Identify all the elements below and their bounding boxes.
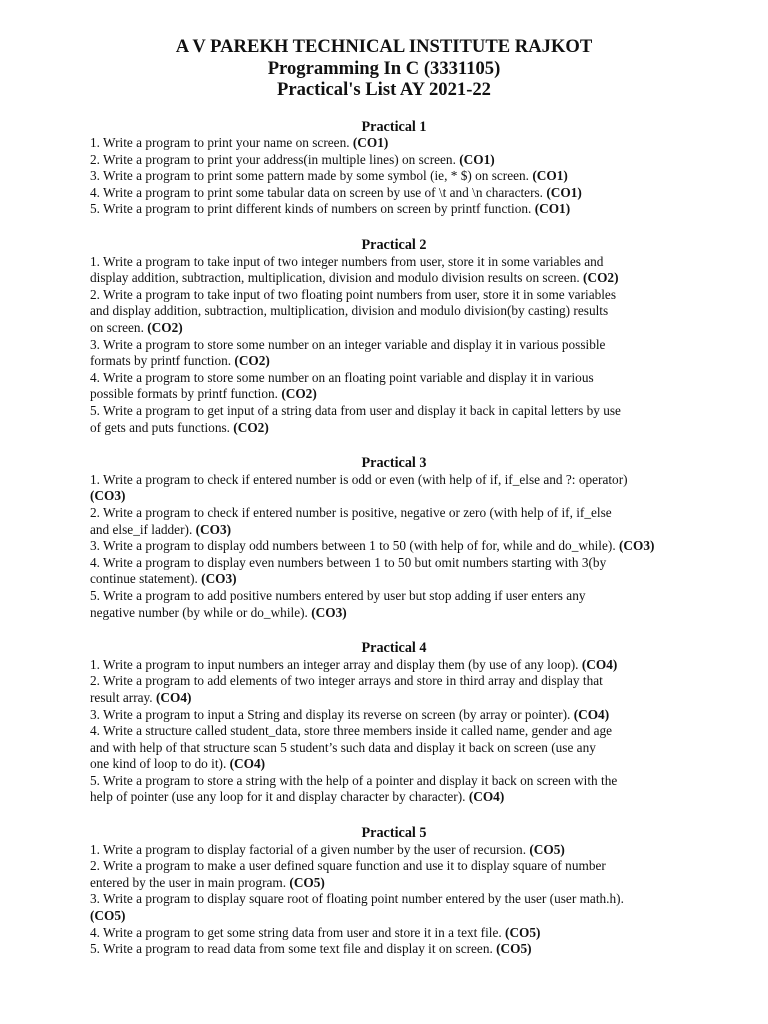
item-text: 5. Write a program to read data from some text file and display it on screen. (90, 941, 493, 957)
item-text: 5. Write a program to get input of a string data from user and display it back in capital letters by use (90, 403, 621, 418)
item-line (90, 605, 706, 622)
practical-title: Practical 4 (361, 640, 427, 657)
course-outcome-tag: (CO4) (468, 789, 505, 805)
item-text: 5. Write a program to store a string with the help of a pointer and display it back on screen with the (90, 772, 618, 788)
practical-item (90, 185, 706, 202)
item-text: 3. Write a program to display odd numbers between 1 to 50 (with help of for, while and do_while). (90, 538, 616, 554)
item-line (90, 472, 706, 489)
practical-item (90, 723, 706, 773)
practical-item (90, 201, 706, 218)
item-line (90, 185, 706, 202)
course-outcome-tag: (CO2) (233, 419, 269, 435)
item-line (90, 505, 706, 522)
practical-section (0, 825, 768, 958)
item-line (90, 941, 706, 958)
course-outcome-tag: (CO5) (529, 841, 565, 857)
course-outcome-tag: (CO3) (311, 604, 347, 620)
item-line (90, 707, 706, 724)
item-line (90, 152, 706, 169)
item-text: 1. Write a program to input numbers an integer array and display them (by use of any loop). (90, 656, 579, 672)
course-outcome-tag: (CO5) (505, 924, 541, 940)
item-text: 1. Write a program to take input of two integer numbers from user, store it in some variables and (90, 253, 604, 269)
practical-item (90, 588, 706, 621)
course-outcome-tag: (CO4) (155, 689, 192, 705)
practical-title: Practical 2 (361, 237, 427, 254)
item-text: one kind of loop to do it). (90, 756, 227, 772)
item-line (90, 657, 706, 674)
item-text: 4. Write a program to display even numbers between 1 to 50 but omit numbers starting with 3(by (90, 554, 607, 570)
item-line (90, 201, 706, 218)
course-outcome-tag: (CO4) (581, 656, 618, 672)
practical-item (90, 925, 706, 942)
item-text: on screen. (90, 320, 144, 336)
item-text: negative number (by while or do_while). (90, 604, 308, 620)
course-outcome-tag: (CO4) (573, 706, 610, 722)
item-line (90, 403, 706, 420)
practical-item (90, 403, 706, 436)
item-line (90, 254, 706, 271)
item-line (90, 386, 706, 403)
practical-item (90, 657, 706, 674)
course-outcome-tag: (CO5) (289, 874, 325, 890)
item-text: 1. Write a program to display factorial of a given number by the user of recursion. (90, 841, 527, 857)
item-line (90, 488, 706, 505)
practical-section (0, 119, 768, 219)
item-line (90, 555, 706, 572)
practical-item (90, 941, 706, 958)
practical-section (0, 640, 768, 806)
item-line (90, 135, 706, 152)
item-text: 2. Write a program to take input of two floating point numbers from user, store it in some variables (90, 286, 617, 302)
course-outcome-tag: (CO2) (281, 386, 317, 402)
course-outcome-tag: (CO1) (532, 168, 568, 184)
practical-title: Practical 1 (361, 118, 427, 135)
practical-item (90, 472, 706, 505)
practical-item (90, 254, 706, 287)
practical-item (90, 555, 706, 588)
item-text: 3. Write a program to display square root of floating point number entered by the user (user math.h). (90, 891, 624, 907)
course-outcome-tag: (CO1) (459, 151, 495, 167)
item-text: 1. Write a program to check if entered number is odd or even (with help of if, if_else and ?: operator) (90, 471, 628, 487)
course-outcome-tag: (CO3) (90, 488, 126, 504)
course-outcome-tag: (CO2) (147, 320, 183, 336)
item-text: and with help of that structure scan 5 student’s such data and display it back on screen (use any (90, 739, 596, 755)
item-line (90, 858, 706, 875)
item-line (90, 842, 706, 859)
item-text: 5. Write a program to add positive numbers entered by user but stop adding if user enters any (90, 587, 586, 603)
practical-item (90, 842, 706, 859)
course-outcome-tag: (CO1) (546, 184, 582, 200)
item-line (90, 538, 706, 555)
practical-item (90, 673, 706, 706)
item-line (90, 270, 706, 287)
item-text: entered by the user in main program. (90, 874, 287, 890)
document-header (0, 36, 768, 101)
item-text: 5. Write a program to print different kinds of numbers on screen by printf function. (90, 201, 532, 217)
item-line (90, 303, 706, 320)
item-line (90, 673, 706, 690)
item-text: 2. Write a program to check if entered number is positive, negative or zero (with help of if, if_else (90, 504, 612, 520)
item-text: 4. Write a structure called student_data, store three members inside it called name, gender and age (90, 723, 613, 739)
item-line (90, 740, 706, 757)
course-title: Programming In C (3331105) (267, 57, 501, 79)
practical-item (90, 891, 706, 924)
item-text: 2. Write a program to add elements of two integer arrays and store in third array and display that (90, 673, 603, 689)
course-outcome-tag: (CO5) (496, 941, 532, 957)
course-outcome-tag: (CO1) (352, 135, 389, 151)
practical-section (0, 455, 768, 621)
item-text: 4. Write a program to print some tabular data on screen by use of \t and \n characters. (90, 184, 544, 200)
item-text: possible formats by printf function. (90, 386, 278, 402)
item-line (90, 370, 706, 387)
practical-item (90, 287, 706, 337)
practical-item (90, 152, 706, 169)
item-line (90, 337, 706, 354)
item-line (90, 571, 706, 588)
document-page (0, 36, 768, 958)
practical-item (90, 135, 706, 152)
item-text: 2. Write a program to print your address(in multiple lines) on screen. (90, 151, 456, 167)
item-text: 3. Write a program to print some pattern made by some symbol (ie, * $) on screen. (90, 168, 530, 184)
item-line (90, 756, 706, 773)
practical-item (90, 773, 706, 806)
item-text: 2. Write a program to make a user defined square function and use it to display square of number (90, 858, 606, 874)
course-outcome-tag: (CO3) (195, 521, 232, 537)
item-line (90, 723, 706, 740)
item-line (90, 168, 706, 185)
item-line (90, 789, 706, 806)
institute-name: A V PAREKH TECHNICAL INSTITUTE RAJKOT (175, 36, 593, 57)
practical-title: Practical 5 (361, 825, 427, 842)
course-outcome-tag: (CO2) (583, 270, 619, 286)
course-outcome-tag: (CO2) (234, 353, 270, 369)
item-text: 1. Write a program to print your name on screen. (90, 135, 350, 151)
list-title: Practical's List AY 2021-22 (277, 79, 491, 100)
practical-item (90, 370, 706, 403)
item-text: 4. Write a program to store some number on an floating point variable and display it in various (90, 369, 594, 385)
course-outcome-tag: (CO1) (534, 201, 571, 217)
practical-item (90, 168, 706, 185)
item-text: result array. (90, 689, 153, 705)
item-line (90, 875, 706, 892)
practical-item (90, 858, 706, 891)
item-text: help of pointer (use any loop for it and display character by character). (90, 789, 466, 805)
practical-item (90, 337, 706, 370)
item-line (90, 891, 706, 908)
item-line (90, 420, 706, 437)
practical-section (0, 237, 768, 436)
practical-title: Practical 3 (361, 455, 427, 472)
item-line (90, 690, 706, 707)
practicals-list (0, 119, 768, 958)
item-line (90, 353, 706, 370)
item-text: 4. Write a program to get some string data from user and store it in a text file. (90, 924, 502, 940)
practical-item (90, 707, 706, 724)
course-outcome-tag: (CO3) (618, 538, 655, 554)
item-text: 3. Write a program to input a String and display its reverse on screen (by array or pointer). (90, 706, 571, 722)
item-text: 3. Write a program to store some number on an integer variable and display it in various possible (90, 336, 606, 352)
course-outcome-tag: (CO5) (90, 908, 126, 924)
item-line (90, 287, 706, 304)
course-outcome-tag: (CO3) (201, 571, 237, 587)
item-text: of gets and puts functions. (90, 419, 230, 435)
item-line (90, 773, 706, 790)
item-text: and else_if ladder). (90, 521, 193, 537)
item-line (90, 522, 706, 539)
item-line (90, 320, 706, 337)
practical-item (90, 505, 706, 538)
item-line (90, 925, 706, 942)
item-line (90, 588, 706, 605)
course-outcome-tag: (CO4) (229, 756, 266, 772)
item-text: display addition, subtraction, multiplication, division and modulo division results on screen. (90, 270, 580, 286)
item-text: continue statement). (90, 571, 198, 587)
item-line (90, 908, 706, 925)
item-text: and display addition, subtraction, multiplication, division and modulo division(by casting) results (90, 303, 609, 319)
practical-item (90, 538, 706, 555)
item-text: formats by printf function. (90, 353, 232, 369)
